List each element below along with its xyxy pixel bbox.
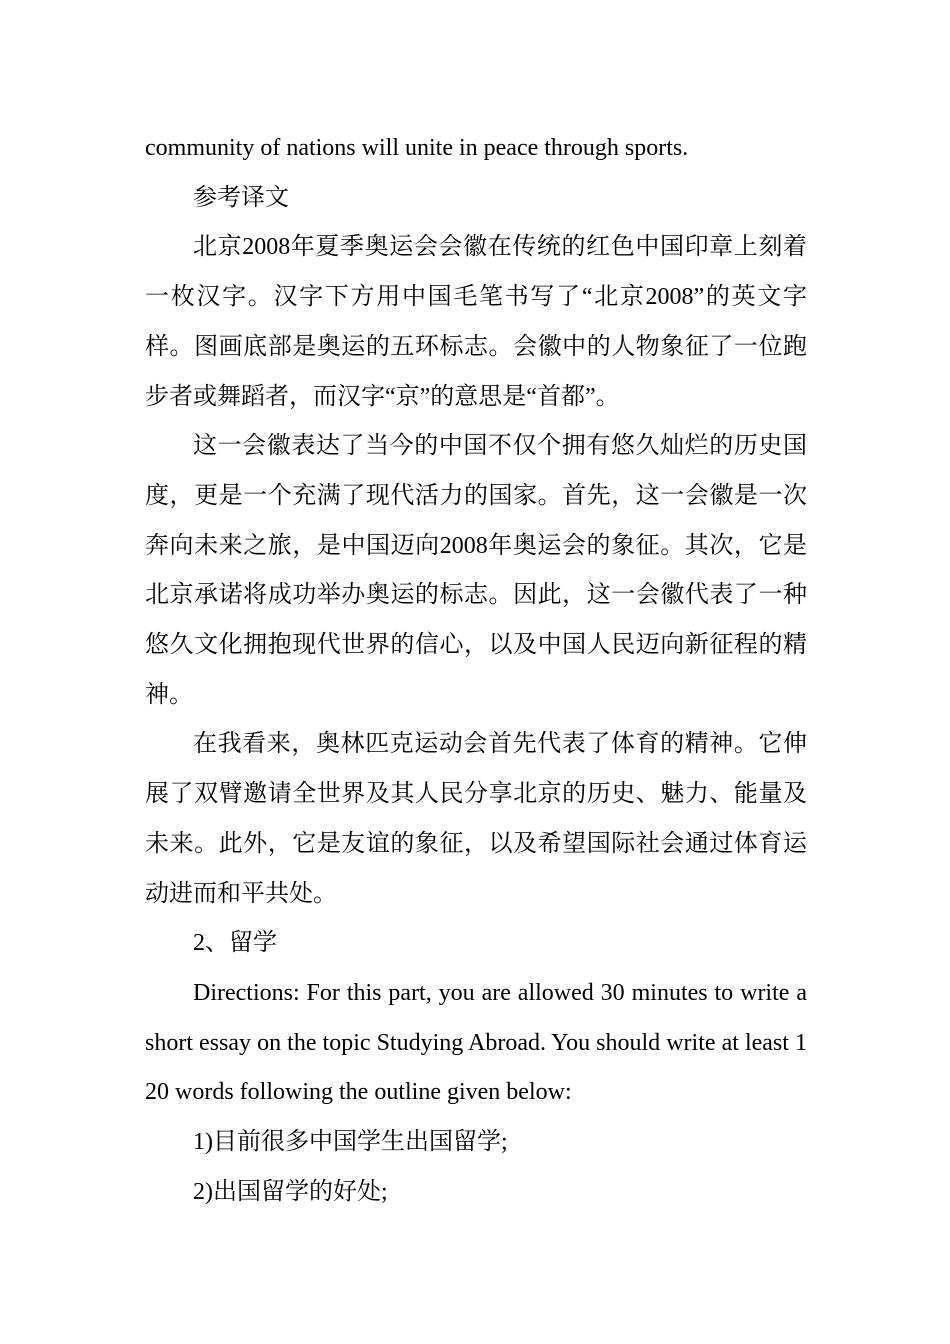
paragraph-continuation: community of nations will unite in peace through sports.: [145, 135, 689, 161]
paragraph-emblem-meaning: 这一会徽表达了当今的中国不仅个拥有悠久灿烂的历史国度，更是一个充满了现代活力的国家。首先，这一会徽是一次奔向未来之旅，是中国迈向2008年奥运会的象征。其次，它是北京承诺将成功举办奥运的标志。因此，这一会徽代表了一种悠久文化拥抱现代世界的信心，以及中国人民迈向新征程的精神。: [145, 433, 807, 708]
paragraph-translation-heading: 参考译文: [193, 184, 289, 211]
document-body: [145, 124, 807, 1217]
section-heading-study-abroad: 2、留学: [193, 930, 277, 957]
outline-item-2: 2)出国留学的好处;: [193, 1178, 388, 1205]
paragraph-olympic-spirit: 在我看来，奥林匹克运动会首先代表了体育的精神。它伸展了双臂邀请全世界及其人民分享北京的历史、魅力、能量及未来。此外，它是友谊的象征，以及希望国际社会通过体育运动进而和平共处。: [145, 731, 807, 907]
paragraph-directions: Directions: For this part, you are allowed 30 minutes to write a short essay on the topic Studying Abroad. You should write at least 120 words following the outline given below:: [145, 979, 807, 1106]
outline-item-1: 1)目前很多中国学生出国留学;: [193, 1129, 508, 1156]
paragraph-emblem-description: 北京2008年夏季奥运会会徽在传统的红色中国印章上刻着一枚汉字。汉字下方用中国毛笔书写了“北京2008”的英文字样。图画底部是奥运的五环标志。会徽中的人物象征了一位跑步者或舞蹈者，而汉字“京”的意思是“首都”。: [145, 234, 807, 410]
